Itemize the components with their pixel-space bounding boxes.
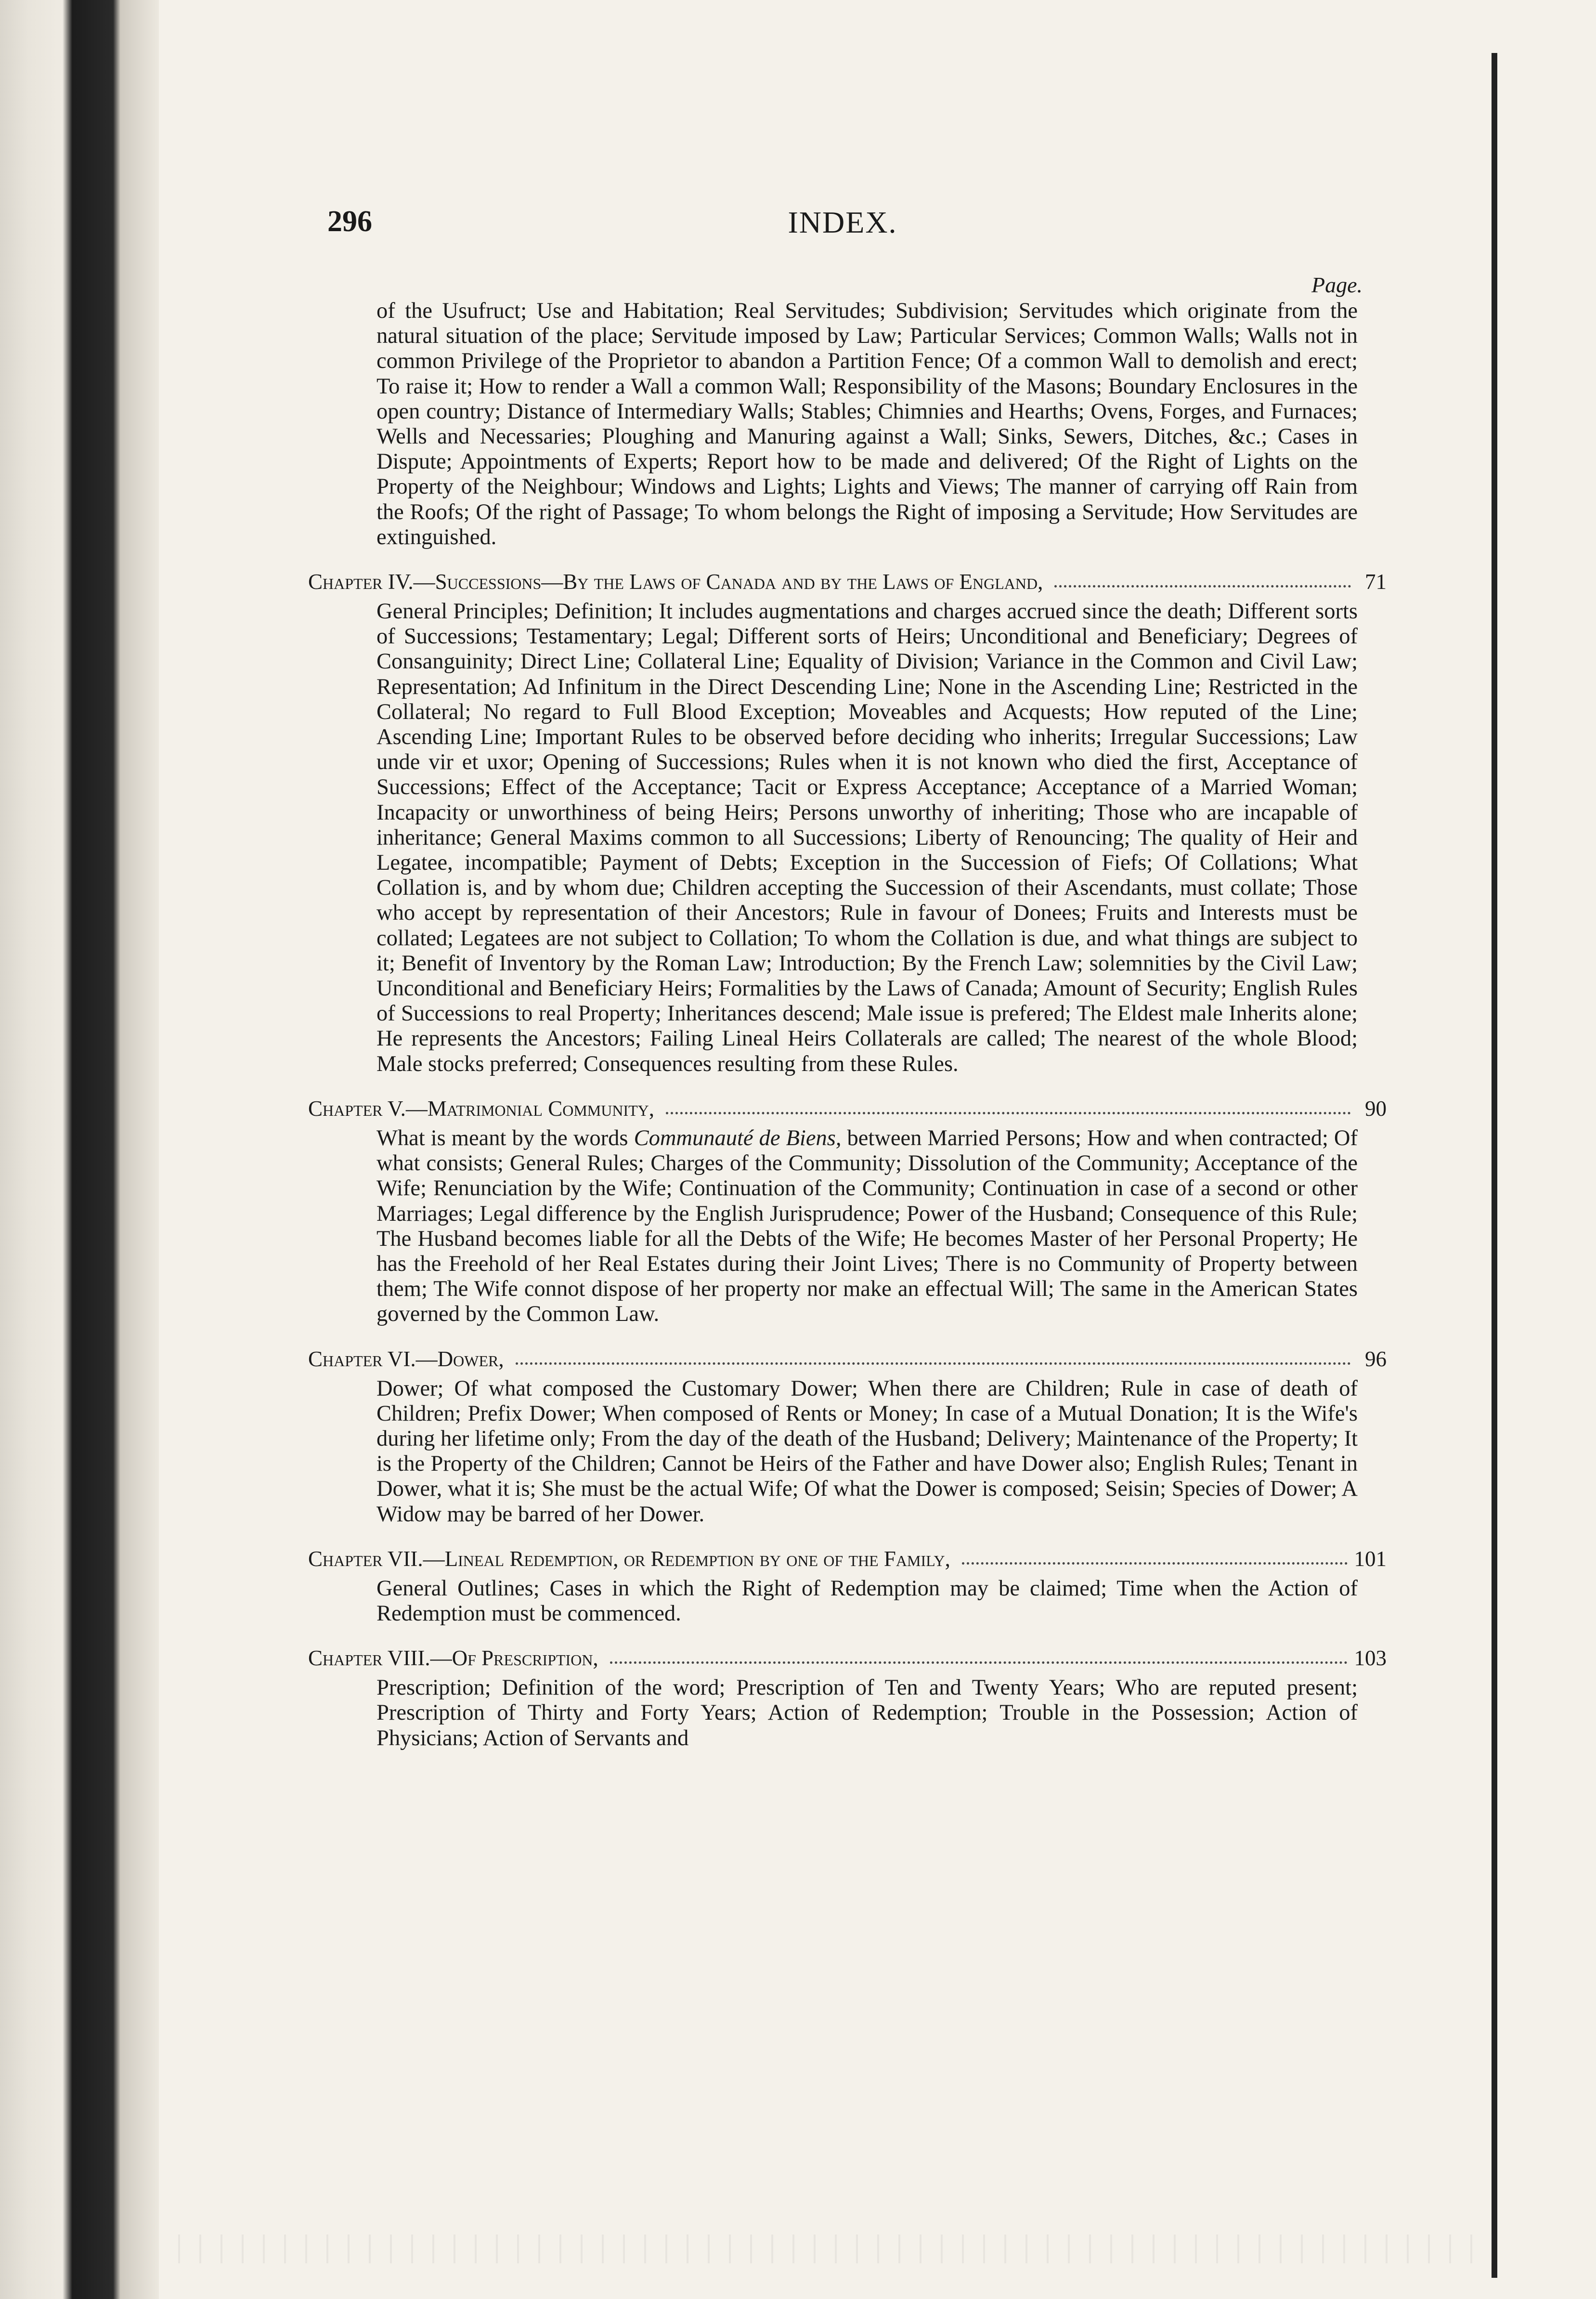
chapter-page-number: 96 [1365, 1346, 1387, 1371]
dot-leader [610, 1661, 1348, 1664]
intro-continuation: of the Usufruct; Use and Habitation; Real Servitudes; Subdivision; Servitudes which originate from the natural situation of the place; Servitude imposed by Law; Particular Services; Common Walls; Walls not in common Privilege of the Proprietor to abandon a Partition Fence; Of a common Wall to demolish and erect; To raise it; How to render a Wall a common Wall; Responsibility of the Masons; Boundary Enclosures in the open country; Distance of Intermediary Walls; Stables; Chimnies and Hearths; Ovens, Forges, and Furnaces; Wells and Necessaries; Ploughing and Manuring against a Wall; Sinks, Sewers, Ditches, &c.; Cases in Dispute; Appointments of Experts; Report how to be made and delivered; Of the Right of Lights on the Property of the Neighbour; Windows and Lights; Lights and Views; The manner of carrying off Rain from the Roofs; Of the right of Passage; To whom belongs the Right of imposing a Servitude; How Servitudes are extinguished. [376, 299, 1358, 549]
chapter-subject: —Of Prescription, [430, 1646, 598, 1671]
chapter-title [308, 1546, 955, 1571]
chapter-title [308, 1646, 603, 1671]
page-number: 296 [327, 205, 372, 238]
chapter-heading [308, 1346, 1387, 1372]
chapter-page-number: 101 [1354, 1546, 1387, 1571]
dot-leader [666, 1112, 1351, 1114]
page-column-label: Page. [1311, 273, 1362, 297]
dot-leader [516, 1362, 1351, 1365]
chapter-label: Chapter V. [308, 1096, 406, 1121]
page-title: INDEX. [788, 205, 897, 239]
chapter-heading [308, 569, 1387, 594]
index-entries [308, 299, 1387, 1751]
dot-leader [1054, 585, 1351, 588]
scan-page-edge [1492, 53, 1497, 2278]
chapter-label: Chapter VI. [308, 1346, 416, 1371]
summary-text: between Married Persons; How and when contracted; Of what consists; General Rules; Charges of the Community; Dissolution of the Community; Acceptance of the Wife; Renunciation by the Wife; Continuation of the Community; Continuation in case of a second or other Marriages; Legal difference by the English Jurisprudence; Power of the Husband; Consequence of this Rule; The Husband becomes liable for all the Debts of the Wife; He becomes Master of her Personal Property; He has the Freehold of her Real Estates during their Joint Lives; There is no Community of Property between them; The Wife connot dispose of her property nor make an effectual Will; The same in the American States governed by the Common Law. [376, 1125, 1358, 1327]
chapter-heading [308, 1096, 1387, 1121]
chapter-title [308, 1346, 509, 1372]
chapter-page-number: 103 [1354, 1646, 1387, 1671]
chapter-page-number: 90 [1365, 1096, 1387, 1121]
chapter-label: Chapter IV. [308, 570, 414, 594]
chapter-subject: —Successions—By the Laws of Canada and by the Laws of England, [413, 570, 1043, 594]
chapter-subject: —Lineal Redemption, or Redemption by one of the Family, [423, 1546, 950, 1571]
chapter-summary: Dower; Of what composed the Customary Dower; When there are Children; Rule in case of death of Children; Prefix Dower; When composed of Rents or Money; In case of a Mutual Donation; It is the Wife's during her lifetime only; From the day of the death of the Husband; Delivery; Maintenance of the Property; It is the Property of the Children; Cannot be Heirs of the Father and have Dower also; English Rules; Tenant in Dower, what it is; She must be the actual Wife; Of what the Dower is composed; Seisin; Species of Dower; A Widow may be barred of her Dower. [376, 1376, 1358, 1527]
summary-italic-term: Communauté de Biens, [634, 1125, 842, 1150]
running-head [327, 205, 1358, 248]
chapter-summary: Prescription; Definition of the word; Prescription of Ten and Twenty Years; Who are reputed present; Prescription of Thirty and Forty Years; Action of Redemption; Trouble in the Possession; Action of Physicians; Action of Servants and [376, 1675, 1358, 1750]
chapter-subject: —Matrimonial Community, [405, 1096, 655, 1121]
chapter-label: Chapter VIII. [308, 1646, 430, 1671]
dot-leader [962, 1562, 1348, 1565]
chapter-summary [308, 1126, 1358, 1327]
chapter-heading [308, 1646, 1387, 1671]
chapter-subject: —Dower, [415, 1346, 504, 1371]
chapter-page-number: 71 [1365, 570, 1387, 594]
chapter-label: Chapter VII. [308, 1546, 423, 1571]
chapter-summary: General Principles; Definition; It includes augmentations and charges accrued since the death; Different sorts of Successions; Testamentary; Legal; Different sorts of Heirs; Unconditional and Beneficiary; Degrees of Consanguinity; Direct Line; Collateral Line; Equality of Division; Variance in the Common and Civil Law; Representation; Ad Infinitum in the Direct Descending Line; None in the Ascending Line; Restricted in the Collateral; No regard to Full Blood Exception; Moveables and Acquests; How reputed of the Line; Ascending Line; Important Rules to be observed before deciding who inherits; Irregular Successions; Law unde vir et uxor; Opening of Successions; Rules when it is not known who died the first, Acceptance of Successions; Effect of the Acceptance; Tacit or Express Acceptance; Acceptance of a Married Woman; Incapacity or unworthiness of being Heirs; Persons unworthy of inheriting; Those who are incapable of inheritance; General Maxims common to all Successions; Liberty of Renouncing; The quality of Heir and Legatee, incompatible; Payment of Debts; Exception in the Succession of Fiefs; Of Collations; What Collation is, and by whom due; Children accepting the Succession of their Ascendants, must collate; Those who accept by representation of their Ancestors; Rule in favour of Donees; Fruits and Interests must be collated; Legatees are not subject to Collation; To whom the Collation is due, and what things are subject to it; Benefit of Inventory by the Roman Law; Introduction; By the French Law; solemnities by the Civil Law; Unconditional and Beneficiary Heirs; Formalities by the Laws of Canada; Amount of Security; English Rules of Successions to real Property; Inheritances descend; Male issue is prefered; The Eldest male Inherits alone; He represents the Ancestors; Failing Lineal Heirs Collaterals are called; The nearest of the whole Blood; Male stocks preferred; Consequences resulting from these Rules. [376, 599, 1358, 1076]
chapter-title [308, 1096, 659, 1121]
summary-text: What is meant by the words [376, 1125, 634, 1150]
chapter-heading [308, 1546, 1387, 1571]
chapter-summary: General Outlines; Cases in which the Right of Redemption may be claimed; Time when the Action of Redemption must be commenced. [376, 1576, 1358, 1626]
chapter-title [308, 569, 1048, 594]
index-page [308, 0, 1387, 2299]
scan-binding-shadow [0, 0, 159, 2299]
